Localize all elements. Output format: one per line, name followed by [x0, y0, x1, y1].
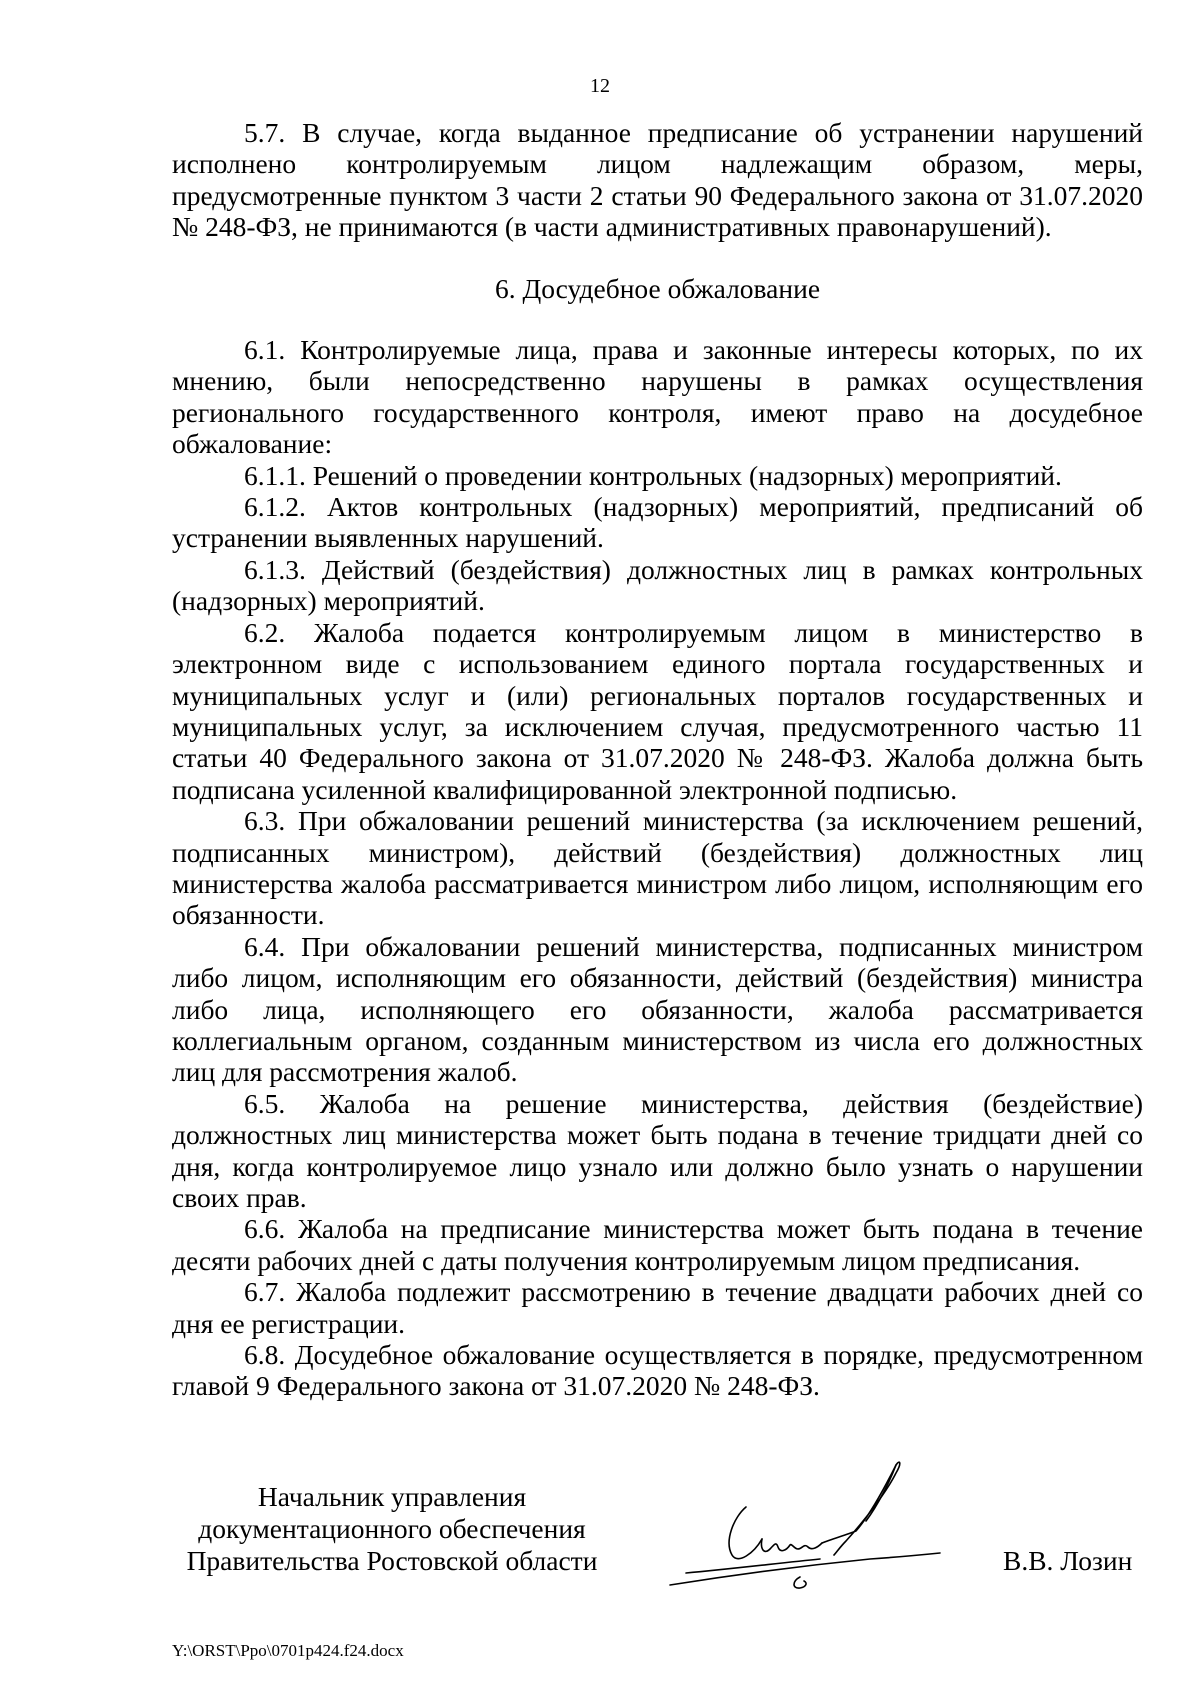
- page-number: 12: [590, 75, 610, 97]
- paragraph-6-3: 6.3. При обжаловании решений министерства (за исключением решений, подписанных министром), действий (бездействия) должностных лиц министерства жалоба рассматривается министром либо лицом, исполняющим его обязанности.: [172, 805, 1143, 931]
- signatory-title-line: документационного обеспечения: [198, 1513, 586, 1544]
- signatory-title: [172, 1481, 612, 1577]
- signatory-title-line: Правительства Ростовской области: [186, 1545, 598, 1576]
- signatory-title-line: Начальник управления: [257, 1481, 527, 1512]
- file-path: Y:\ORST\Ppo\0701p424.f24.docx: [172, 1641, 404, 1660]
- handwritten-signature: [650, 1455, 990, 1600]
- paragraph-6-1: 6.1. Контролируемые лица, права и законные интересы которых, по их мнению, были непосредственно нарушены в рамках осуществления регионального государственного контроля, имеют право на досудебное обжалование:: [172, 334, 1143, 460]
- signer-name: В.В. Лозин: [1003, 1545, 1133, 1576]
- paragraph-6-7: 6.7. Жалоба подлежит рассмотрению в течение двадцати рабочих дней со дня ее регистрации.: [172, 1276, 1143, 1339]
- paragraph-6-8: 6.8. Досудебное обжалование осуществляется в порядке, предусмотренном главой 9 Федерального закона от 31.07.2020 № 248-ФЗ.: [172, 1339, 1143, 1402]
- section-heading: 6. Досудебное обжалование: [494, 272, 821, 304]
- paragraph-6-6: 6.6. Жалоба на предписание министерства может быть подана в течение десяти рабочих дней с даты получения контролируемым лицом предписания.: [172, 1213, 1143, 1276]
- document-body: [172, 117, 1143, 1402]
- paragraph-5-7: 5.7. В случае, когда выданное предписание об устранении нарушений исполнено контролируемым лицом надлежащим образом, меры, предусмотренные пунктом 3 части 2 статьи 90 Федерального закона от 31.07.2020 № 248-ФЗ, не принимаются (в части административных правонарушений).: [172, 117, 1143, 243]
- paragraph-6-5: 6.5. Жалоба на решение министерства, действия (бездействие) должностных лиц министерства может быть подана в течение тридцати дней со дня, когда контролируемое лицо узнало или должно было узнать о нарушении своих прав.: [172, 1087, 1143, 1213]
- paragraph-6-4: 6.4. При обжаловании решений министерства, подписанных министром либо лицом, исполняющим его обязанности, действий (бездействия) министра либо лица, исполняющего его обязанности, жалоба рассматривается коллегиальным органом, созданным министерством из числа его должностных лиц для рассмотрения жалоб.: [172, 930, 1143, 1088]
- paragraph-6-2: 6.2. Жалоба подается контролируемым лицом в министерство в электронном виде с использованием единого портала государственных и муниципальных услуг и (или) региональных порталов государственных и муниципальных услуг, за исключением случая, предусмотренного частью 11 статьи 40 Федерального закона от 31.07.2020 № 248-ФЗ. Жалоба должна быть подписана усиленной квалифицированной электронной подписью.: [172, 616, 1143, 805]
- paragraph-6-1-1: 6.1.1. Решений о проведении контрольных (надзорных) мероприятий.: [244, 459, 1062, 491]
- paragraph-6-1-2: 6.1.2. Актов контрольных (надзорных) мероприятий, предписаний об устранении выявленных нарушений.: [172, 491, 1143, 554]
- paragraph-6-1-3: 6.1.3. Действий (бездействия) должностных лиц в рамках контрольных (надзорных) мероприятий.: [172, 553, 1143, 617]
